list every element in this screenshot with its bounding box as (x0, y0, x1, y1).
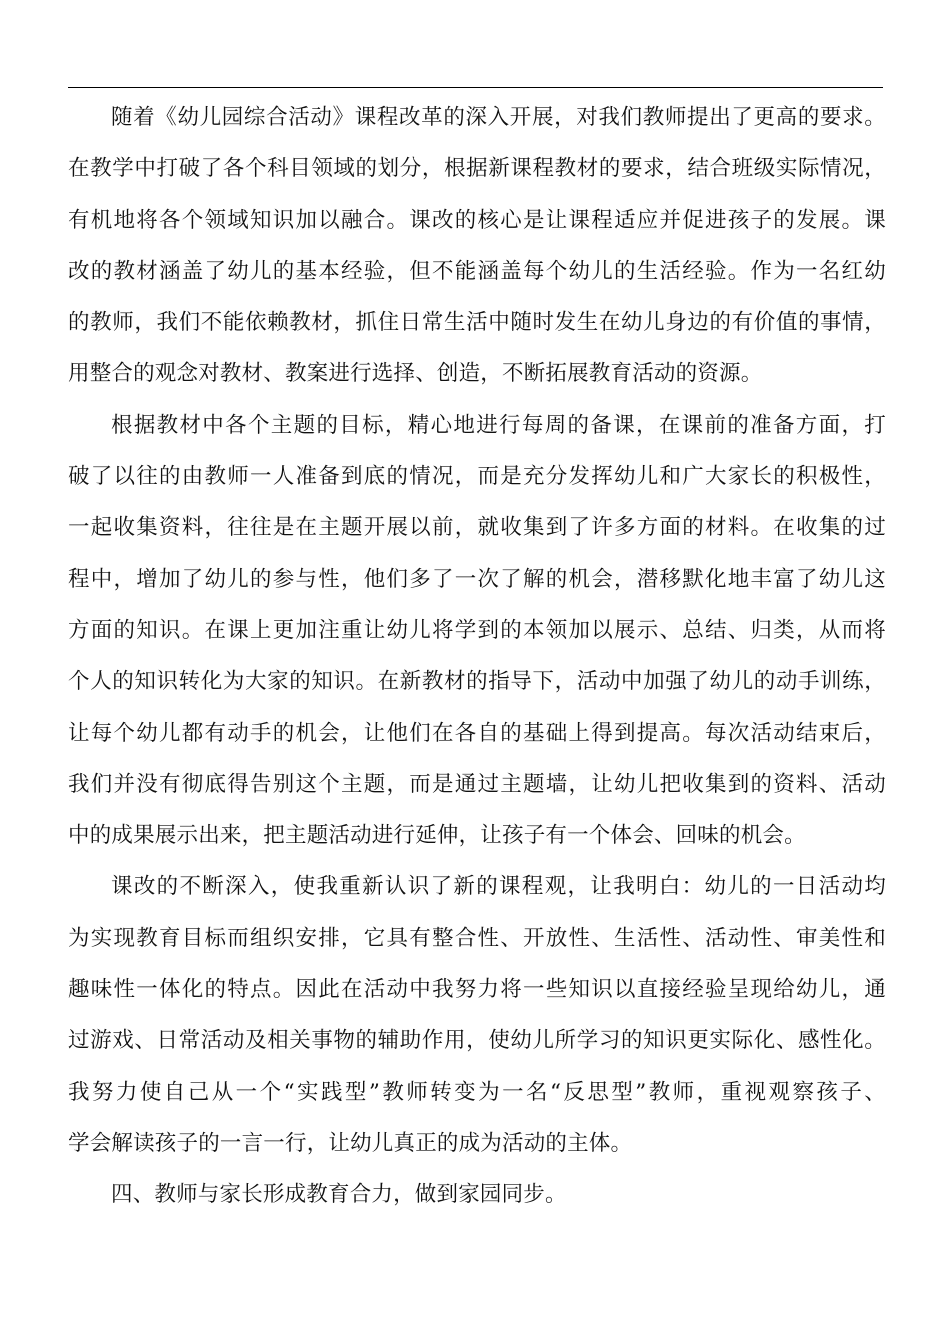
text-line: 在教学中打破了各个科目领域的划分，根据新课程教材的要求，结合班级实际情况， (68, 156, 886, 182)
text-line: 用整合的观念对教材、教案进行选择、创造，不断拓展教育活动的资源。 (68, 361, 763, 387)
text-line: 改的教材涵盖了幼儿的基本经验，但不能涵盖每个幼儿的生活经验。作为一名红幼 (68, 258, 886, 284)
text-line: 让每个幼儿都有动手的机会，让他们在各自的基础上得到提高。每次活动结束后， (68, 720, 886, 746)
text-line: 根据教材中各个主题的目标，精心地进行每周的备课，在课前的准备方面，打 (111, 412, 886, 438)
text-line: 随着《幼儿园综合活动》课程改革的深入开展，对我们教师提出了更高的要求。 (111, 105, 886, 130)
text-line: 为实现教育目标而组织安排，它具有整合性、开放性、生活性、活动性、审美性和 (68, 925, 886, 951)
text-line: 方面的知识。在课上更加注重让幼儿将学到的本领加以展示、总结、归类，从而将 (68, 617, 886, 643)
text-line: 趣味性一体化的特点。因此在活动中我努力将一些知识以直接经验呈现给幼儿，通 (68, 977, 886, 1003)
paragraph-4 (68, 1169, 886, 1220)
text-line: 中的成果展示出来，把主题活动进行延伸，让孩子有一个体会、回味的机会。 (68, 823, 806, 849)
text-line: 有机地将各个领域知识加以融合。课改的核心是让课程适应并促进孩子的发展。课 (68, 207, 886, 233)
document-body (68, 92, 886, 1221)
text-line: 学会解读孩子的一言一行，让幼儿真正的成为活动的主体。 (68, 1130, 633, 1156)
text-line: 课改的不断深入，使我重新认识了新的课程观，让我明白：幼儿的一日活动均 (111, 874, 886, 900)
paragraph-2 (68, 400, 886, 862)
text-line: 过游戏、日常活动及相关事物的辅助作用，使幼儿所学习的知识更实际化、感性化。 (68, 1028, 886, 1054)
text-line: 一起收集资料，往往是在主题开展以前，就收集到了许多方面的材料。在收集的过 (68, 515, 886, 541)
text-line: 的教师，我们不能依赖教材，抓住日常生活中随时发生在幼儿身边的有价值的事情， (68, 310, 886, 336)
paragraph-1 (68, 92, 886, 400)
section-heading: 四、教师与家长形成教育合力，做到家园同步。 (111, 1182, 567, 1208)
text-line: 程中，增加了幼儿的参与性，他们多了一次了解的机会，潜移默化地丰富了幼儿这 (68, 566, 886, 592)
paragraph-3 (68, 861, 886, 1169)
text-line: 破了以往的由教师一人准备到底的情况，而是充分发挥幼儿和广大家长的积极性， (68, 464, 886, 490)
text-line: 我们并没有彻底得告别这个主题，而是通过主题墙，让幼儿把收集到的资料、活动 (68, 771, 886, 797)
text-line: 个人的知识转化为大家的知识。在新教材的指导下，活动中加强了幼儿的动手训练， (68, 669, 886, 695)
header-rule (68, 87, 883, 88)
text-line: 我努力使自己从一个“实践型”教师转变为一名“反思型”教师，重视观察孩子、 (68, 1079, 886, 1105)
